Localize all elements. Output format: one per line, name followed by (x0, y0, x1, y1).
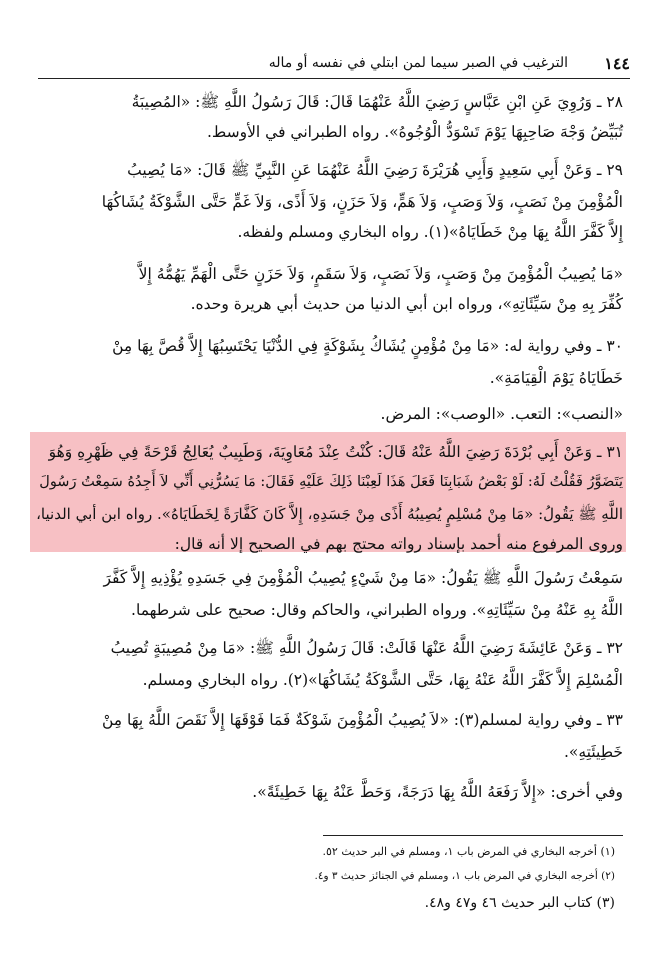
text-line: تُبَيِّضُ وَجْهَ صَاحِبِهَا يَوْمَ تَسْوَدُّ الْوُجُوهُ». رواه الطبراني في الأوسط. (206, 123, 623, 141)
text-line: يَتَضَوَّرُ فَقُلْتُ لَهُ: لَوْ بَعْضُ شَبَابِنَا فَعَلَ هَذَا لَعِبْنَا ذَلِكَ عَلَيْهِ فَقَالَ: مَا يَسُرُّنِي أَنِّي لاَ أَجِدُهُ سَمِعْتُ رَسُولَ (39, 474, 623, 490)
page-number: ١٤٤ (604, 54, 630, 73)
header-rule (38, 78, 630, 79)
footnote-rule (323, 835, 623, 836)
text-line: ٣١ ـ وَعَنْ أَبِي بُرْدَةَ رَضِيَ اللَّهُ عَنْهُ قَالَ: كُنْتُ عِنْدَ مُعَاوِيَةَ، وَطَبِيبٌ يُعَالِجُ قَرْحَةً فِي ظَهْرِهِ وَهُوَ (48, 443, 623, 461)
running-header (38, 52, 630, 80)
text-line: اللَّهُ بِهِ عَنْهُ مِنْ سَيِّئَاتِهِ». ورواه الطبراني، والحاكم وقال: صحيح على شرطهما. (131, 601, 623, 619)
text-line: «النصب»: التعب. «الوصب»: المرض. (380, 405, 623, 423)
text-line: الْمُسْلِمَ إِلاَّ كَفَّرَ اللَّهُ عَنْهُ بِهَا، حَتَّى الشَّوْكَةُ يُشَاكُهَا»(٢). رواه البخاري ومسلم. (142, 671, 623, 689)
text-line: خَطَايَاهُ يَوْمَ الْقِيَامَةِ». (489, 369, 623, 387)
text-line: الْمُؤْمِنَ مِنْ نَصَبٍ، وَلاَ وَصَبٍ، وَلاَ هَمٍّ، وَلاَ حَزَنٍ، وَلاَ أَذًى، وَلاَ غَمٍّ حَتَّى الشَّوْكَةُ يُشَاكُهَا (101, 193, 623, 211)
text-line: «مَا يُصِيبُ الْمُؤْمِنَ مِنْ وَصَبٍ، وَلاَ نَصَبٍ، وَلاَ سَقَمٍ، وَلاَ حَزَنٍ حَتَّى الْهَمِّ يَهُمُّهُ إِلاَّ (138, 265, 623, 283)
text-line: اللَّهِ ﷺ يَقُولُ: «مَا مِنْ مُسْلِمٍ يُصِيبُهُ أَذًى مِنْ جَسَدِهِ، إِلاَّ كَانَ كَفَّارَةً لِخَطَايَاهُ». رواه ابن أبي الدنيا، (36, 505, 623, 523)
text-line: ٢٨ ـ وَرُوِيَ عَنِ ابْنِ عَبَّاسٍ رَضِيَ اللَّهُ عَنْهُمَا قَالَ: قَالَ رَسُولُ اللَّهِ ﷺ: «المُصِيبَةُ (131, 93, 623, 111)
text-line: ٣٢ ـ وَعَنْ عَائِشَةَ رَضِيَ اللَّهُ عَنْهَا قَالَتْ: قَالَ رَسُولُ اللَّهِ ﷺ: «مَا مِنْ مُصِيبَةٍ تُصِيبُ (110, 639, 623, 657)
text-line: ٢٩ ـ وَعَنْ أَبِي سَعِيدٍ وَأَبِي هُرَيْرَةَ رَضِيَ اللَّهُ عَنْهُمَا عَنِ النَّبِيِّ ﷺ قَالَ: «مَا يُصِيبُ (127, 161, 623, 179)
text-line: كُفِّرَ بِهِ مِنْ سَيِّئَاتِهِ»، ورواه ابن أبي الدنيا من حديث أبي هريرة وحده. (190, 295, 623, 313)
text-line: إِلاَّ كَفَّرَ اللَّهُ بِهَا مِنْ خَطَايَاهُ»(١). رواه البخاري ومسلم ولفظه. (237, 223, 623, 241)
text-line: ٣٠ ـ وفي رواية له: «مَا مِنْ مُؤْمِنٍ يُشَاكُ بِشَوْكَةٍ فِي الدُّنْيَا يَحْتَسِبُهَا إِلاَّ قُصَّ بِهَا مِنْ (112, 337, 623, 355)
text-line: وروى المرفوع منه أحمد بإسناد رواته محتج بهم في الصحيح إلا أنه قال: (174, 535, 623, 553)
text-line: سَمِعْتُ رَسُولَ اللَّهِ ﷺ يَقُولُ: «مَا مِنْ شَيْءٍ يُصِيبُ الْمُؤْمِنَ فِي جَسَدِهِ يُؤْذِيهِ إِلاَّ كَفَّرَ (103, 569, 623, 587)
header-title: الترغيب في الصبر سيما لمن ابتلي في نفسه أو ماله (268, 55, 568, 71)
text-line: خَطِيئَتِهِ». (563, 743, 623, 761)
footnote: (٣) كتاب البر حديث ٤٦ و٤٧ و٤٨. (424, 895, 615, 911)
footnote: (٢) أخرجه البخاري في المرض باب ١، ومسلم في الجنائز حديث ٣ و٤. (314, 870, 615, 882)
footnote: (١) أخرجه البخاري في المرض باب ١، ومسلم في البر حديث ٥٢. (322, 845, 615, 858)
text-line: ٣٣ ـ وفي رواية لمسلم(٣): «لاَ يُصِيبُ الْمُؤْمِنَ شَوْكَةٌ فَمَا فَوْقَهَا إِلاَّ نَقَصَ اللَّهُ بِهَا مِنْ (101, 711, 623, 729)
text-line: وفي أخرى: «إِلاَّ رَفَعَهُ اللَّهُ بِهَا دَرَجَةً، وَحَطَّ عَنْهُ بِهَا خَطِيئَةً». (252, 783, 623, 801)
